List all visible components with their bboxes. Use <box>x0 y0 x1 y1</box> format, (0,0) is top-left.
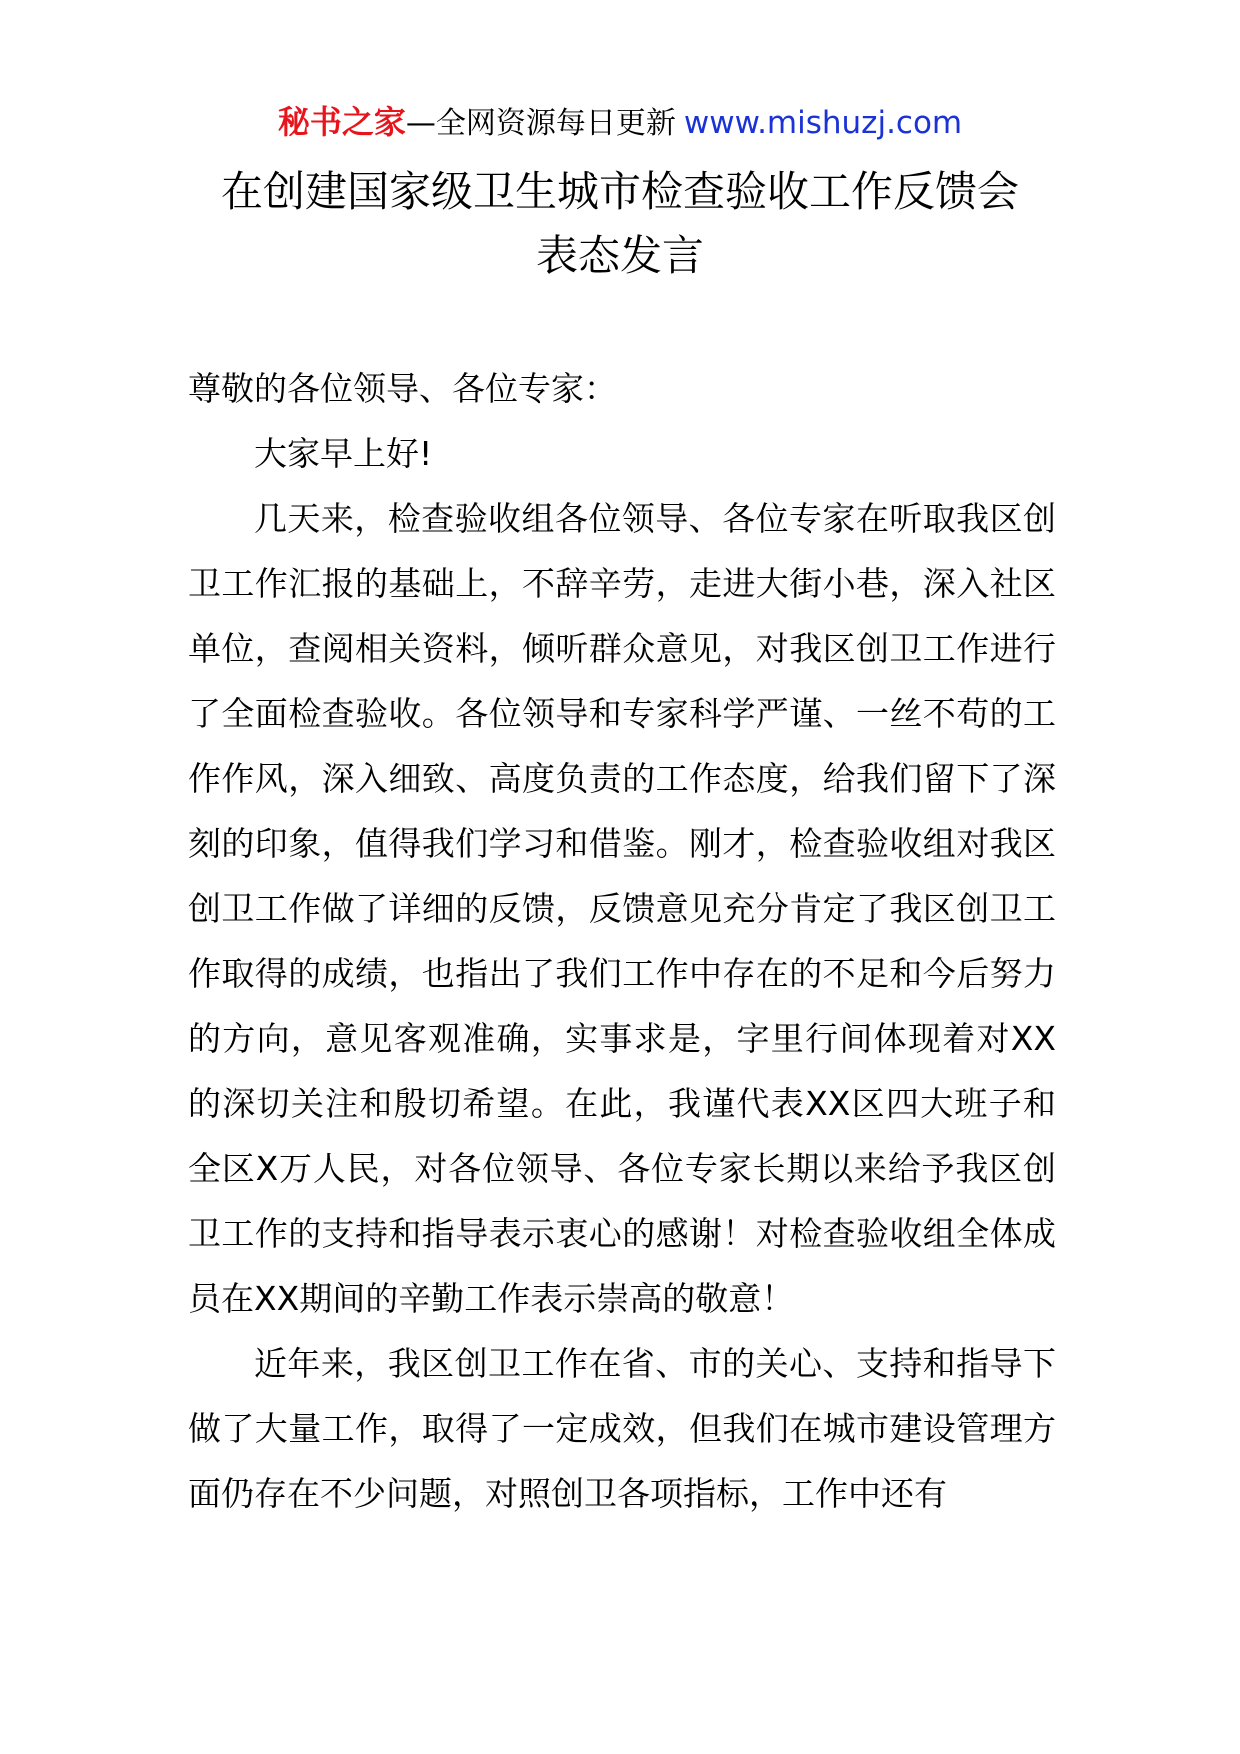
document-title-line-2: 表态发言 <box>535 231 704 280</box>
site-url-link[interactable]: www.mishuzj.com <box>683 105 963 141</box>
brand-name: 秘书之家 <box>277 103 406 141</box>
document-title-line-1: 在创建国家级卫生城市检查验收工作反馈会 <box>220 167 1019 216</box>
document-body <box>188 356 1056 1526</box>
paragraph-1: 几天来，检查验收组各位领导、各位专家在听取我区创卫工作汇报的基础上，不辞辛劳，走进大街小巷，深入社区单位，查阅相关资料，倾听群众意见，对我区创卫工作进行了全面检查验收。各位领导和专家科学严谨、一丝不苟的工作作风，深入细致、高度负责的工作态度，给我们留下了深刻的印象，值得我们学习和借鉴。刚才，检查验收组对我区创卫工作做了详细的反馈，反馈意见充分肯定了我区创卫工作取得的成绩，也指出了我们工作中存在的不足和今后努力的方向，意见客观准确，实事求是，字里行间体现着对XX的深切关注和殷切希望。在此，我谨代表XX区四大班子和全区X万人民，对各位领导、各位专家长期以来给予我区创卫工作的支持和指导表示衷心的感谢！对检查验收组全体成员在XX期间的辛勤工作表示崇高的敬意！ <box>188 499 1056 1318</box>
brand-slogan: —全网资源每日更新 <box>405 106 676 141</box>
site-banner <box>0 100 1240 146</box>
greeting: 大家早上好! <box>254 434 433 473</box>
paragraph-2: 近年来，我区创卫工作在省、市的关心、支持和指导下做了大量工作，取得了一定成效，但我们在城市建设管理方面仍存在不少问题，对照创卫各项指标，工作中还有 <box>188 1344 1056 1513</box>
salutation: 尊敬的各位领导、各位专家： <box>188 369 617 408</box>
